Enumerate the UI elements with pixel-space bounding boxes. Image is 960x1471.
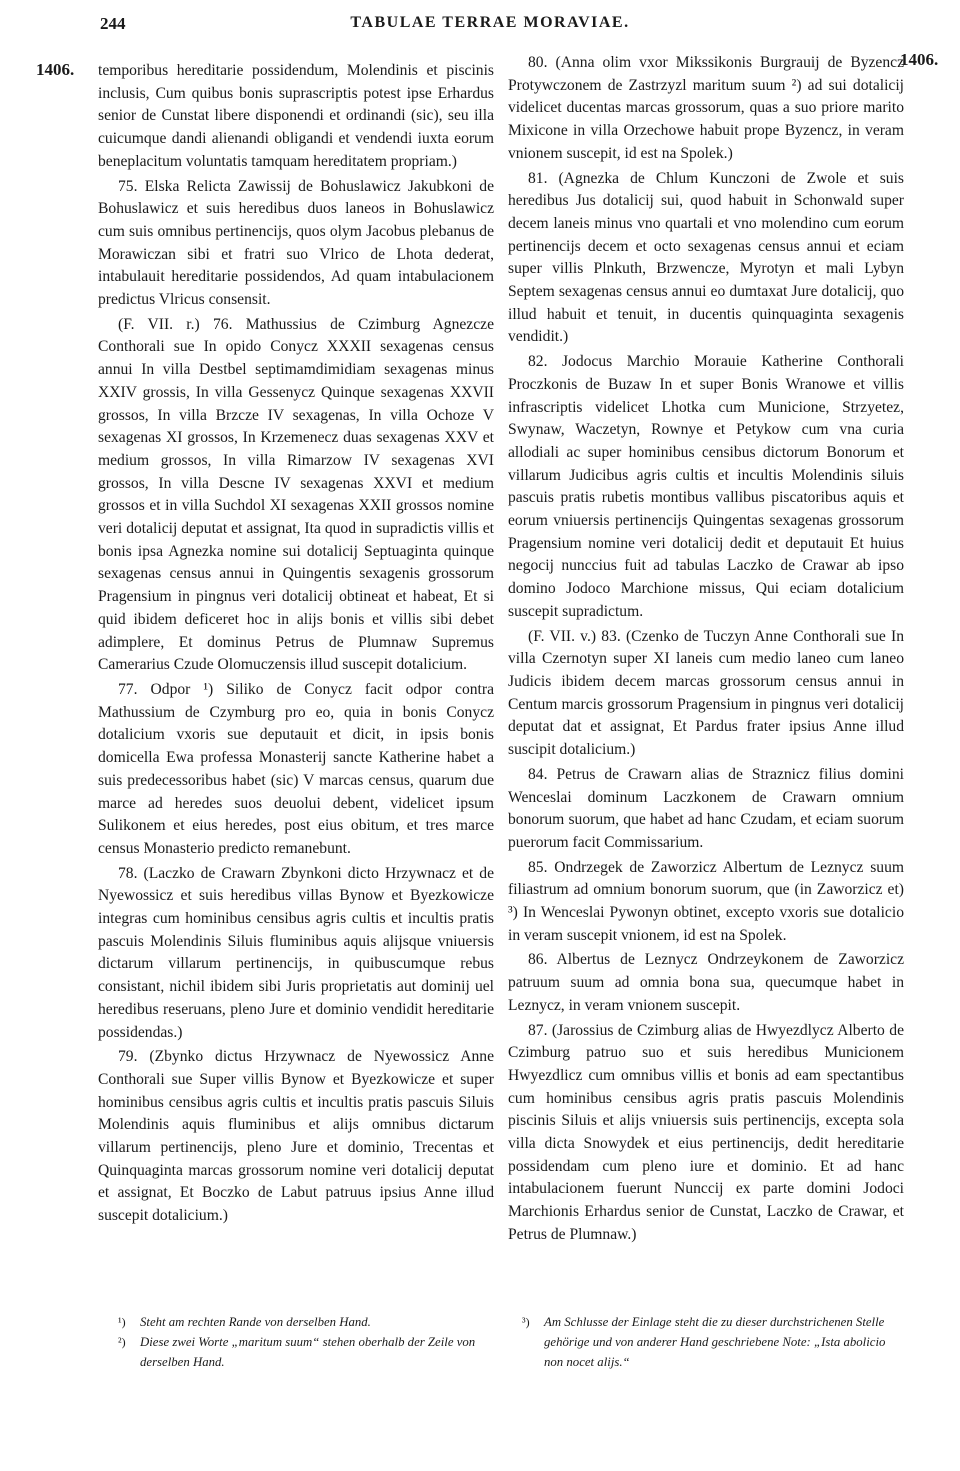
entry-75: 75. Elska Relicta Zawissij de Bohuslawicz Jakubkoni de Bohuslawicz et suis heredibus duos laneos in Bohuslawicz cum suis omnibus pertinencijs, quos olym Jacobus plebanus de Morawiczan sibi et fratri suo Vlrico de Lhota dederat, intabulauit hereditarie possidendos, Ad quam intabulacionem predictus Vlricus consensit. (98, 177, 494, 309)
footnote-mark: ³) (522, 1315, 530, 1329)
entry-85: 85. Ondrzegek de Zaworzicz Albertum de Leznycz suum filiastrum ad omnium bonorum suorum, que (in Zaworzicz et) ³) In Wenceslai Pywonyn obtinet, excepto vxoris sue dotalicio in veram suscepit vnionem, id est na Spolek. (508, 858, 904, 944)
margin-year-left: 1406. (36, 60, 75, 79)
entry-83: (F. VII. v.) 83. (Czenko de Tuczyn Anne Conthorali sue In villa Czernotyn super XI laneis cum medio laneo cum laneo Judicis ibidem decem marcas grossorum census annui in Centum marcis grossorum Pragensium in pingnus veri dotalicij deputat dat et assignat, Et Pardus frater ipsius Anne illud suscipit dotalicium.) (508, 627, 904, 759)
page-header (100, 14, 880, 40)
entry-87: 87. (Jarossius de Czimburg alias de Hwyezdlycz Alberto de Czimburg patruo suo et suis heredibus Municionem Hwyezdlicz cum omnibus villis et bonis ad eam spectantibus cum hominibus censibus agris pratis pascuis Molendinis piscinis Siluis et alijs vniuersis suis pertinencijs, excepta sola villa dicta Snowydek et eius pertinencijs, dedit hereditarie possidendam cum pleno iure et dominio. Et ad hanc intabulacionem fuerunt Nunccij ex parte domini Jodoci Marchionis Erhardus senior de Cunstat, Laczko de Crawar, et Petrus de Plumnaw.) (508, 1021, 904, 1243)
footnote-text: Am Schlusse der Einlage steht die zu dieser durchstrichenen Stelle gehörige und von anderer Hand geschriebene Note: „Ista abolicio non nocet alijs.“ (544, 1315, 886, 1369)
entry-81: 81. (Agnezka de Chlum Kunczoni de Zwole et suis heredibus Jus dotalicij sui, quod habuit in Schonwald super decem laneis minus vno quartali et vno molendino cum eorum pertinencijs decem et octo sexagenas census annui et eciam super villis Plnkuth, Brzwencze, Myrotyn et mali Lybyn Septem sexagenas census annui eo dumtaxat Jure dotalicij, quo illud habuit et tenuit, in ducentis quinquaginta sexagenis vendidit.) (508, 169, 904, 346)
entry-82: 82. Jodocus Marchio Morauie Katherine Conthorali Proczkonis de Buzaw In et super Bonis Wranowe et villis infrascriptis videlicet Lhotka cum Municione, Strzyetez, Swynaw, Waczetyn, Rownye et Petykow cum vna curia allodiali ac super hominibus censibus dictorum Bonorum et villarum Judicibus agris cultis et incultis Molendinis siluis pascuis pratis rubetis montibus vallibus piscatoribus aquis et eorum vniuersis pertinencijs Quingentas sexagenas grossorum Pragensium nomine veri dotalicij dedit et deputauit Et huius negocij nunccius fuit ad tabulas Laczko de Crawar ab ipso domino Jodoco Marchione missus, Qui eciam dotalicium suscepit supradictum. (508, 353, 904, 620)
entry-84: 84. Petrus de Crawarn alias de Straznicz filius domini Wenceslai dominum Laczkonem de Crawarn omnium bonorum suorum, que habet ad hanc Czudam, et eciam suorum puerorum facit Commissarium. (508, 765, 904, 851)
left-column (98, 60, 494, 1230)
entry-78: 78. (Laczko de Crawarn Zbynkoni dicto Hrzywnacz et de Nyewossicz et suis heredibus villas Bynow et Byezkowicze integras cum hominibus censibus agris cultis et incultis pratis pascuis Molendinis Siluis fluminibus aquis alijsque vniuersis dictarum villarum pertinencijs, in quibuscumque rebus consistant, nichil ibidem sibi Juris proprietatis aut dominij uel heredibus reseruans, pleno Jure et dominio vendidit hereditarie possidendas.) (98, 864, 494, 1041)
running-title: TABULAE TERRAE MORAVIAE. (350, 14, 630, 31)
paragraph-continuation: temporibus hereditarie possidendum, Molendinis et piscinis inclusis, Cum quibus bonis suprascriptis potest ipse Erhardus senior de Cunstat libere disponendi et ordinandi (sic), seu illa cuicumque dandi alienandi obligandi et vendendi iuxta eorum beneplacitum voluntatis tamquam hereditatem propriam.) (98, 62, 494, 170)
footnotes-left (118, 1312, 503, 1372)
footnote-text: Diese zwei Worte „maritum suum“ stehen oberhalb der Zeile von derselben Hand. (140, 1335, 476, 1369)
entry-79: 79. (Zbynko dictus Hrzywnacz de Nyewossicz Anne Conthorali sue Super villis Bynow et Byezkowicze et super hominibus censibus agris cultis et incultis pratis pascuis Siluis Molendinis aquis fluminibus et alijs omnibus dictarum villarum pertinencijs, pleno Jure et dominio, Trecentas et Quinquaginta marcas grossorum nomine veri dotalicij deputat et assignat, Et Boczko de Labut patruus ipsius Anne illud suscepit dotalicium.) (98, 1048, 494, 1225)
footnote-1 (118, 1312, 503, 1332)
footnote-text: Steht am rechten Rande von derselben Hand. (140, 1315, 371, 1329)
page-number: 244 (100, 14, 126, 33)
footnote-mark: ¹) (118, 1315, 126, 1329)
entry-76: (F. VII. r.) 76. Mathussius de Czimburg Agnezcze Conthorali sue In opido Conycz XXXII sexagenas census annui In villa Destbel septimamdimidiam sexagenas minus XXIV grossis, In villa Gessenycz Quinque sexagenas XXVII grossos, In villa Brzcze IV sexagenas, In villa Ochoze V sexagenas XI grossos, In Krzemenecz duas sexagenas XXV et medium grossos, In villa Rimarzow IV sexagenas XVI grossos, In villa Descne IV sexagenas XXVI et medium grossos et in villa Suchdol XI sexagenas XXII grossos nomine veri dotalicij deputat et assignat, Ita quod in supradictis villis et bonis ipsa Agnezka nomine sui dotalicij Septuaginta quinque sexagenas census annui in Quingentis sexagenis grossorum Pragensium in pingnus veri dotalicij obtineat et habeat, Et si quid ibidem deficeret hoc in alijs bonis et villis sibi debet adimplere, Et dominus Petrus de Plumnaw Supremus Camerarius Czude Olomuczensis illud suscepit dotalicium. (98, 315, 494, 674)
footnotes-right (522, 1312, 902, 1372)
footnote-mark: ²) (118, 1335, 126, 1349)
entry-80: 80. (Anna olim vxor Mikssikonis Burgrauij de Byzencz Protywczonem de Zastrzyzl maritum suum ²) ad sui dotalicij videlicet ducentas marcas grossorum, quas a suo priore marito Mixicone in villa Orzechowe habuit prope Byzencz, in veram vnionem suscepit, id est na Spolek.) (508, 54, 904, 162)
margin-year-right: 1406. (900, 50, 939, 69)
entry-86: 86. Albertus de Leznycz Ondrzeykonem de Zaworzicz patruum suum ad omnia bona sua, quecumque habet in Leznycz, in veram vnionem suscepit. (508, 951, 904, 1014)
right-column (508, 52, 904, 1249)
footnote-3 (522, 1312, 902, 1372)
entry-77: 77. Odpor ¹) Siliko de Conycz facit odpor contra Mathussium de Czymburg pro eo, quia in bonis Conycz dotalicium vxoris sue deputauit et dicit, in ipsis bonis domicella Ewa professa Monasterij sancte Katherine habet a suis predecessoribus habet (sic) V marcas census, quarum due marce ad heredes suos deuolui debent, videlicet ipsum Sulikonem et eius heredes, post eius obitum, et tres marce census Monasterio predicto remanebunt. (98, 680, 494, 857)
footnote-2 (118, 1332, 503, 1372)
